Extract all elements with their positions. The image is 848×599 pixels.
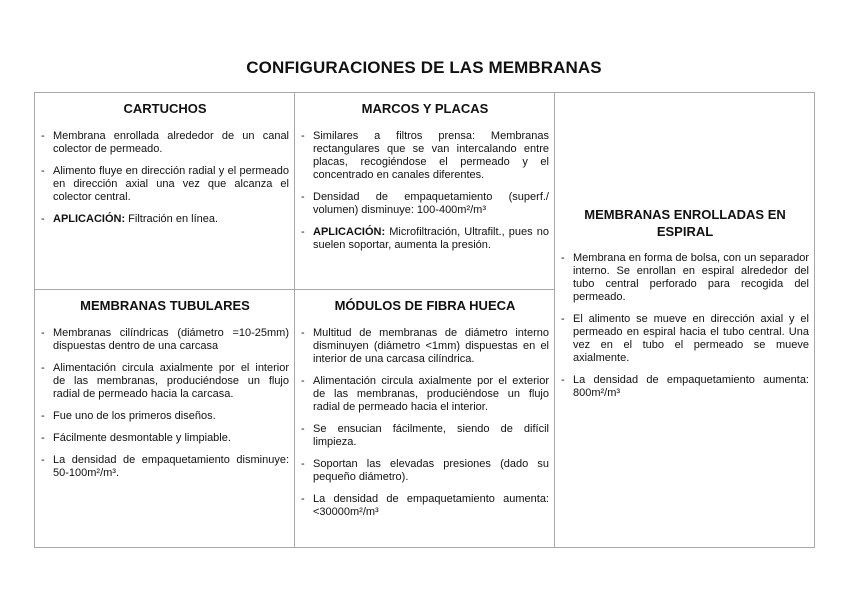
list-item: - Soportan las elevadas presiones (dado su pequeño diámetro).: [301, 458, 549, 484]
list-item: - Alimentación circula axialmente por el interior de las membranas, produciéndose un flujo radial de permeado hacia la carcasa.: [41, 362, 289, 401]
list-item: - La densidad de empaquetamiento aumenta: 800m²/m³: [561, 374, 809, 400]
application-label: APLICACIÓN:: [53, 213, 126, 225]
list-item: - Se ensucian fácilmente, siendo de difícil limpieza.: [301, 423, 549, 449]
membrane-table: [34, 92, 815, 548]
list-item: - Membrana enrollada alrededor de un canal colector de permeado.: [41, 130, 289, 156]
cell-fibra-hueca: [295, 290, 555, 547]
fibra-list: [301, 327, 549, 519]
marcos-list: [301, 130, 549, 252]
application-label: APLICACIÓN:: [313, 226, 386, 238]
list-item: - Alimento fluye en dirección radial y el permeado en dirección axial una vez que alcanza el colector central.: [41, 165, 289, 204]
tubulares-list: [41, 327, 289, 480]
list-item: - Membranas cilíndricas (diámetro =10-25mm) dispuestas dentro de una carcasa: [41, 327, 289, 353]
list-item: - Similares a filtros prensa: Membranas rectangulares que se van intercalando entre placas, recogiéndose el permeado y el concentrado en canales diferentes.: [301, 130, 549, 182]
tubulares-heading: MEMBRANAS TUBULARES: [80, 298, 250, 313]
application-text: Microfiltración, Ultrafilt., pues no suelen soportar, aumenta la presión.: [313, 226, 549, 251]
list-item: - Alimentación circula axialmente por el exterior de las membranas, produciéndose un flujo radial de permeado hacia el interior.: [301, 375, 549, 414]
list-item: - La densidad de empaquetamiento disminuye: 50-100m²/m³.: [41, 454, 289, 480]
list-item: - El alimento se mueve en dirección axial y el permeado en espiral hacia el tubo central. Una vez en el tubo el permeado se mueve axialmente.: [561, 313, 809, 365]
fibra-heading: MÓDULOS DE FIBRA HUECA: [334, 298, 516, 313]
espiral-heading: MEMBRANAS ENROLLADAS EN ESPIRAL: [584, 207, 786, 239]
list-item: - Densidad de empaquetamiento (superf./ volumen) disminuye: 100-400m²/m³: [301, 191, 549, 217]
cell-espiral: [555, 93, 814, 547]
cell-marcos-placas: [295, 93, 555, 290]
marcos-heading: MARCOS Y PLACAS: [361, 101, 489, 116]
espiral-list: [561, 252, 809, 400]
list-item: [41, 213, 289, 226]
cell-tubulares: [35, 290, 295, 547]
list-item: - La densidad de empaquetamiento aumenta: <30000m²/m³: [301, 493, 549, 519]
cartuchos-heading: CARTUCHOS: [123, 101, 207, 116]
list-item: [301, 226, 549, 252]
list-item: - Fácilmente desmontable y limpiable.: [41, 432, 289, 445]
list-item: - Membrana en forma de bolsa, con un separador interno. Se enrollan en espiral alrededor del tubo central perforado para recogida del permeado.: [561, 252, 809, 304]
application-text: Filtración en línea.: [125, 213, 219, 225]
cartuchos-list: [41, 130, 289, 226]
page-title: CONFIGURACIONES DE LAS MEMBRANAS: [246, 58, 602, 77]
list-item: - Multitud de membranas de diámetro interno disminuyen (diámetro <1mm) dispuestas en el interior de una carcasa cilíndrica.: [301, 327, 549, 366]
list-item: - Fue uno de los primeros diseños.: [41, 410, 289, 423]
cell-cartuchos: [35, 93, 295, 290]
